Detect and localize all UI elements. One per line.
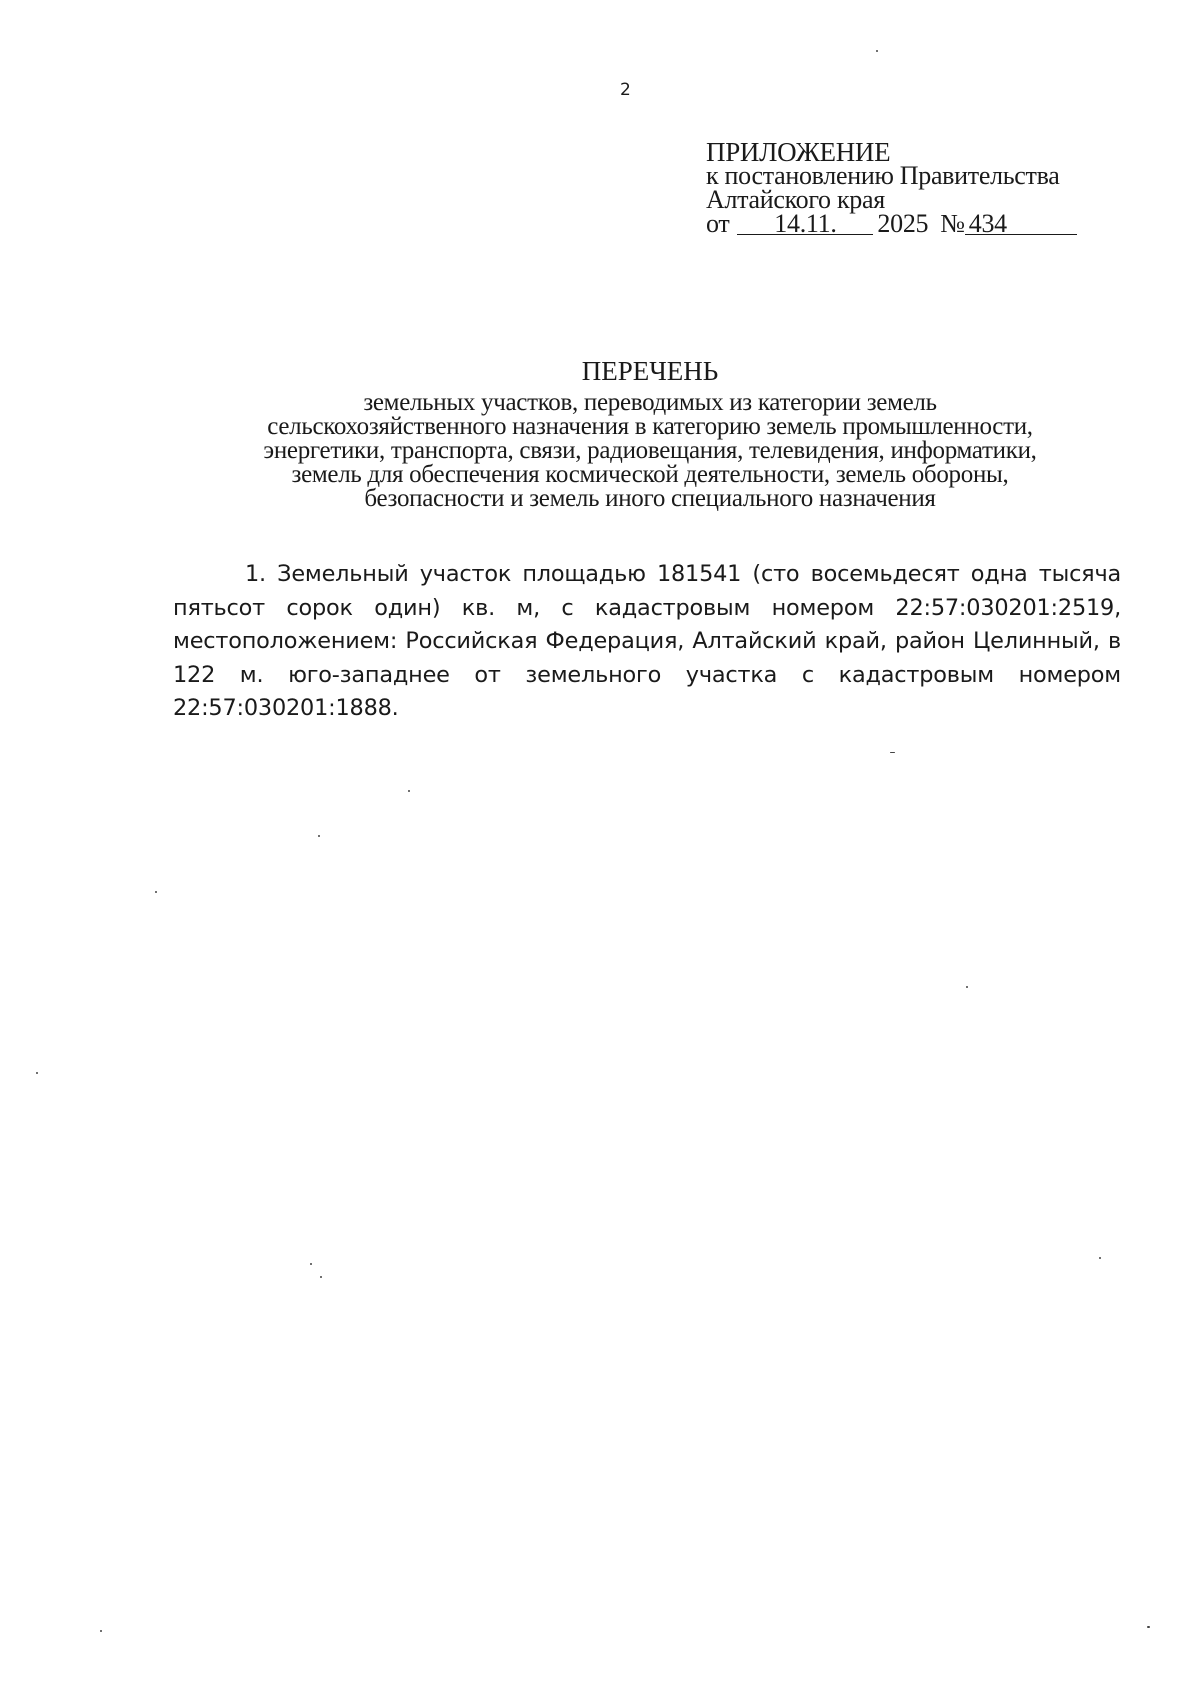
subtitle-line: сельскохозяйственного назначения в категорию земель промышленности, xyxy=(267,413,1033,440)
scan-speck xyxy=(966,986,968,988)
number-prefix: № xyxy=(940,209,965,238)
number-value: 434 xyxy=(965,214,1077,235)
title-block xyxy=(180,356,1120,511)
scan-speck xyxy=(1147,1626,1150,1628)
subtitle-line: энергетики, транспорта, связи, радиовещания, телевидения, информатики, xyxy=(263,437,1037,464)
scan-speck xyxy=(1099,1257,1101,1259)
scan-speck xyxy=(320,1276,322,1278)
subtitle-line: земель для обеспечения космической деятельности, земель обороны, xyxy=(291,461,1009,488)
scan-speck xyxy=(890,752,895,753)
scan-speck xyxy=(876,50,878,52)
appendix-line-2: Алтайского края xyxy=(706,185,885,214)
date-value: 14.11. xyxy=(737,214,873,235)
scan-speck xyxy=(310,1263,312,1265)
appendix-line-1: к постановлению Правительства xyxy=(706,161,1060,190)
scan-speck xyxy=(318,835,320,837)
scan-speck xyxy=(100,1630,102,1632)
date-prefix: от xyxy=(706,209,730,238)
appendix-heading: ПРИЛОЖЕНИЕ xyxy=(706,137,891,167)
scan-speck xyxy=(36,1072,38,1074)
subtitle-line: безопасности и земель иного специального назначения xyxy=(364,485,936,512)
list-item: 1. Земельный участок площадью 181541 (сто восемьдесят одна тысяча пятьсот сорок один) кв. м, с кадастровым номером 22:57:030201:2519, местоположением: Российская Федерация, Алтайский край, район Целинный, в 122 м. юго-западнее от земельного участка с кадастровым номером 22:57:030201:1888. xyxy=(173,561,1121,721)
year-value: 2025 xyxy=(877,209,929,238)
document-title: ПЕРЕЧЕНЬ xyxy=(581,356,719,386)
subtitle-line: земельных участков, переводимых из категории земель xyxy=(363,389,937,416)
scan-speck xyxy=(155,891,157,893)
scan-speck xyxy=(408,790,410,792)
page-number: 2 xyxy=(620,80,631,100)
appendix-block xyxy=(706,137,1077,238)
appendix-date-line xyxy=(706,209,1077,238)
document-subtitle xyxy=(180,391,1120,511)
